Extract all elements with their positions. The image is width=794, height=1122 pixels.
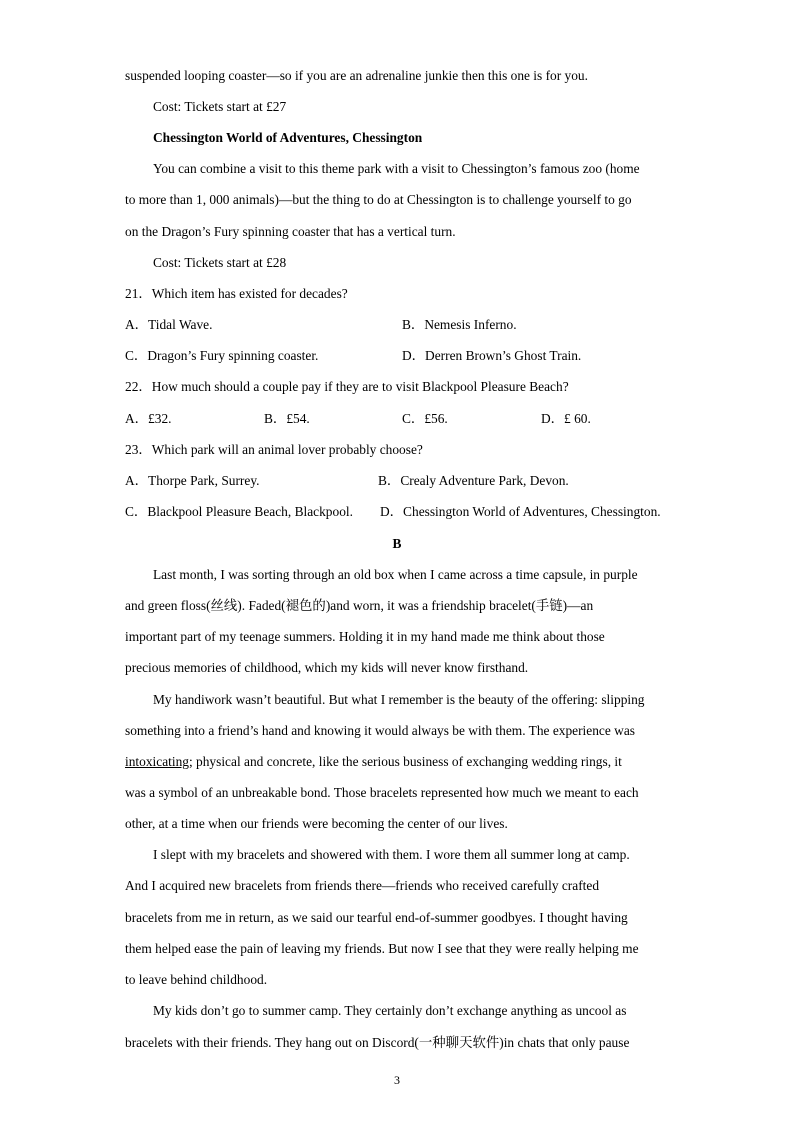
question-21-option-c: C．Dragon’s Fury spinning coaster. [125, 348, 319, 363]
passage-text-line: bracelets from me in return, as we said our tearful end-of-summer goodbyes. I thought having [125, 910, 628, 925]
passage-text-line: on the Dragon’s Fury spinning coaster that has a vertical turn. [125, 224, 456, 239]
park-title: Chessington World of Adventures, Chessington [153, 130, 423, 145]
question-21-option-b: B．Nemesis Inferno. [402, 317, 517, 332]
question-23-stem: 23．Which park will an animal lover probably choose? [125, 442, 423, 457]
passage-text-line: was a symbol of an unbreakable bond. Those bracelets represented how much we meant to each [125, 785, 639, 800]
passage-text-line: important part of my teenage summers. Holding it in my hand made me think about those [125, 629, 605, 644]
question-23-option-d: D．Chessington World of Adventures, Chessington. [380, 504, 661, 519]
passage-text-line: precious memories of childhood, which my kids will never know firsthand. [125, 660, 529, 675]
question-23-option-a: A．Thorpe Park, Surrey. [125, 473, 260, 488]
passage-text-line: to leave behind childhood. [125, 972, 268, 987]
passage-text-line: I slept with my bracelets and showered with them. I wore them all summer long at camp. [153, 847, 630, 862]
passage-text-line: something into a friend’s hand and knowing it would always be with them. The experience was [125, 723, 635, 738]
passage-text-line: And I acquired new bracelets from friends there—friends who received carefully crafted [125, 878, 600, 893]
question-22-option-a: A．£32. [125, 411, 172, 426]
question-22-option-d: D．£ 60. [541, 411, 591, 426]
question-22-stem: 22．How much should a couple pay if they are to visit Blackpool Pleasure Beach? [125, 379, 569, 394]
passage-text-line: other, at a time when our friends were becoming the center of our lives. [125, 816, 508, 831]
passage-text-line: bracelets with their friends. They hang out on Discord(一种聊天软件)in chats that only pause [125, 1035, 630, 1050]
question-23-option-c: C．Blackpool Pleasure Beach, Blackpool. [125, 504, 353, 519]
question-21-option-d: D．Derren Brown’s Ghost Train. [402, 348, 582, 363]
passage-text-line: You can combine a visit to this theme park with a visit to Chessington’s famous zoo (home [153, 161, 640, 176]
passage-text-line: Last month, I was sorting through an old box when I came across a time capsule, in purple [153, 567, 638, 582]
ticket-cost: Cost: Tickets start at £28 [153, 255, 287, 270]
question-22-option-b: B．£54. [264, 411, 310, 426]
section-heading: B [392, 536, 402, 551]
page-number: 3 [394, 1073, 400, 1087]
underlined-word: intoxicating [125, 754, 189, 769]
question-22-option-c: C．£56. [402, 411, 448, 426]
passage-text-line [125, 753, 622, 771]
passage-text-line: My handiwork wasn’t beautiful. But what I remember is the beauty of the offering: slipping [153, 692, 645, 707]
passage-text-fragment: ; physical and concrete, like the serious business of exchanging wedding rings, it [188, 754, 622, 769]
ticket-cost: Cost: Tickets start at £27 [153, 99, 287, 114]
passage-text-line: them helped ease the pain of leaving my friends. But now I see that they were really helping me [125, 941, 639, 956]
passage-text-line: and green floss(丝线). Faded(褪色的)and worn, it was a friendship bracelet(手链)—an [125, 598, 594, 613]
question-21-option-a: A．Tidal Wave. [125, 317, 213, 332]
question-21-stem: 21．Which item has existed for decades? [125, 286, 348, 301]
passage-text-line: to more than 1, 000 animals)—but the thing to do at Chessington is to challenge yourself to go [125, 192, 632, 207]
passage-text-line: My kids don’t go to summer camp. They certainly don’t exchange anything as uncool as [153, 1003, 627, 1018]
question-23-option-b: B．Crealy Adventure Park, Devon. [378, 473, 569, 488]
passage-text-line: suspended looping coaster—so if you are an adrenaline junkie then this one is for you. [125, 68, 588, 83]
